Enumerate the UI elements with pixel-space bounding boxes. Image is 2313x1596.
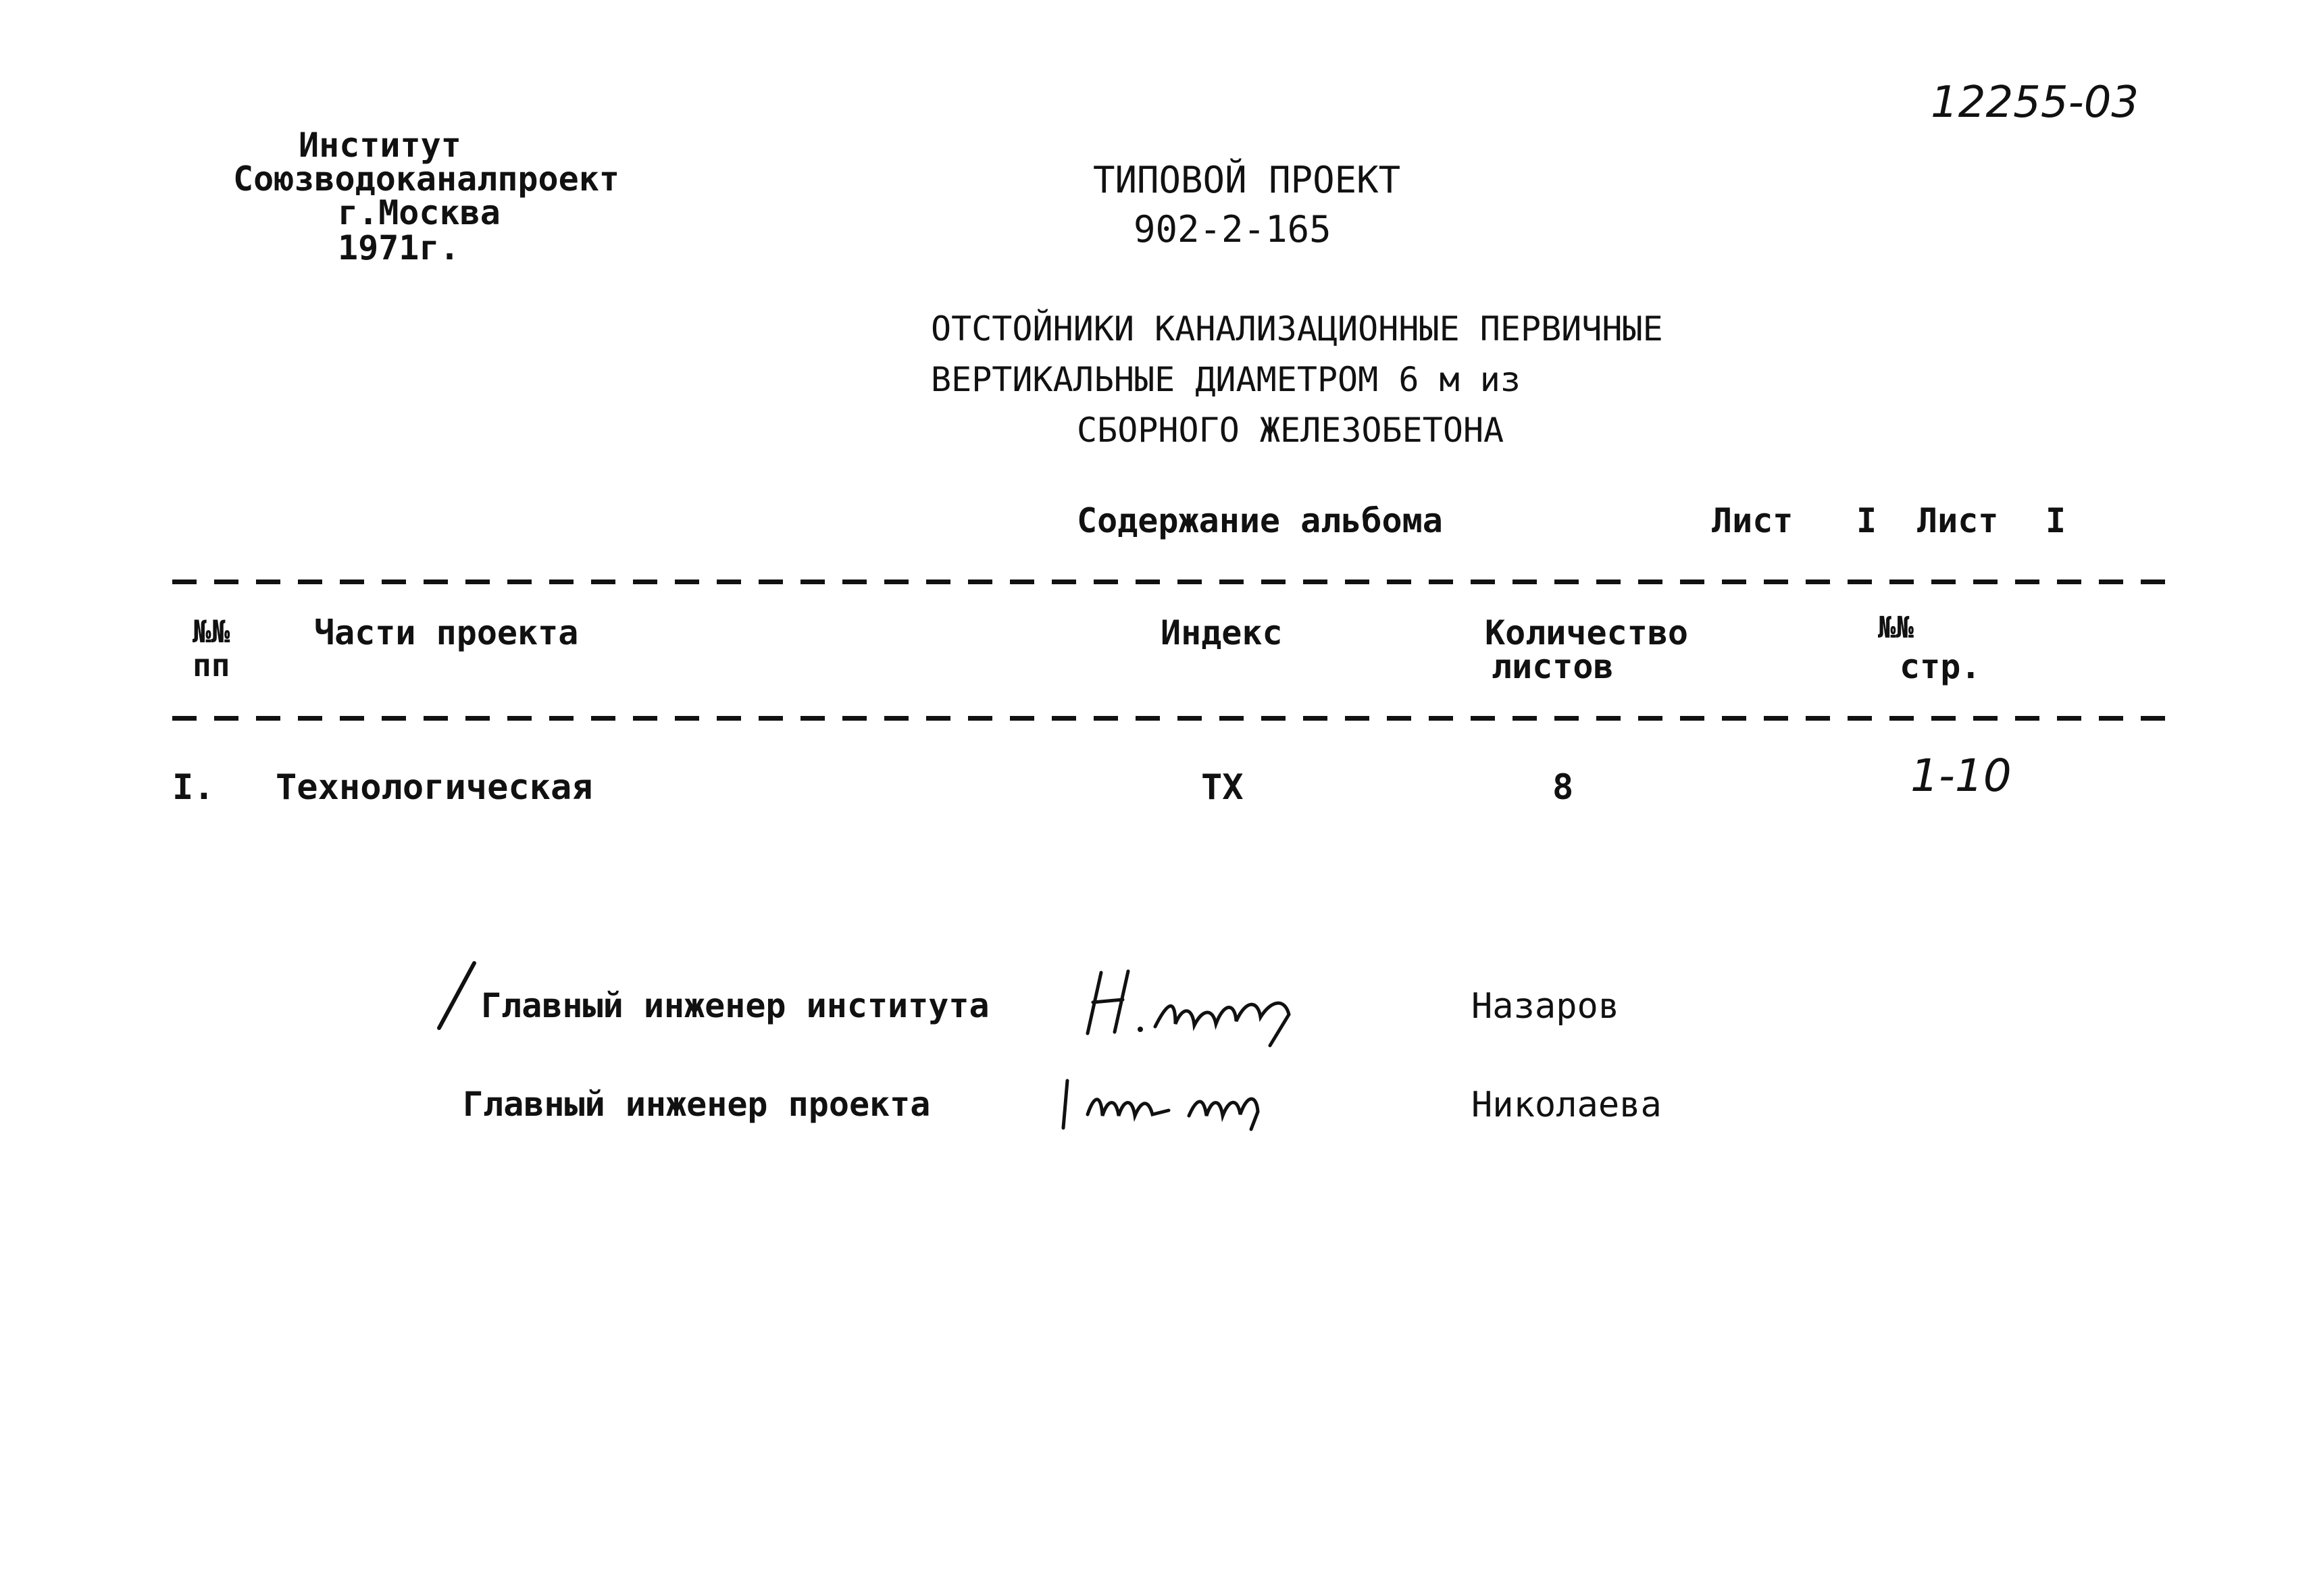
table-top-rule	[172, 580, 2165, 584]
row-part: Технологическая	[276, 767, 593, 808]
chief-engineer-institute-role: Главный инженер института	[481, 986, 990, 1025]
header-index: Индекс	[1161, 613, 1283, 652]
header-num-2: пп	[193, 647, 230, 684]
header-count-2: листов	[1492, 647, 1614, 686]
institute-name: Союзводоканалпроект	[233, 159, 619, 199]
project-number: 902-2-165	[1134, 208, 1331, 251]
sheet-label: Лист	[1712, 501, 1794, 540]
sheets-total: I	[2045, 501, 2066, 540]
institute-year: 1971г.	[338, 228, 460, 267]
header-pages-1: №№	[1878, 611, 1914, 645]
chief-engineer-project-role: Главный инженер проекта	[463, 1085, 931, 1124]
row-pages: 1-10	[1910, 750, 2012, 802]
row-num: I.	[172, 767, 215, 808]
sheet-number: I	[1856, 501, 1877, 540]
signature-nazarov	[1074, 959, 1358, 1047]
header-count-1: Количество	[1485, 613, 1689, 652]
title-line-1: ОТСТОЙНИКИ КАНАЛИЗАЦИОННЫЕ ПЕРВИЧНЫЕ	[931, 309, 1663, 349]
row-index: ТХ	[1201, 767, 1244, 808]
header-num-1: №№	[193, 613, 230, 650]
project-type: ТИПОВОЙ ПРОЕКТ	[1093, 159, 1401, 201]
contents-label: Содержание альбома	[1077, 501, 1443, 540]
table-header-rule	[172, 716, 2165, 721]
sheets-label: Лист	[1917, 501, 1999, 540]
title-line-2: ВЕРТИКАЛЬНЫЕ ДИАМЕТРОМ 6 м из	[931, 360, 1521, 399]
title-line-3: СБОРНОГО ЖЕЛЕЗОБЕТОНА	[1077, 411, 1504, 450]
chief-engineer-institute-name: Назаров	[1471, 986, 1620, 1027]
institute-city: г.Москва	[338, 193, 501, 232]
header-pages-2: стр.	[1900, 647, 1981, 686]
check-mark	[432, 959, 480, 1033]
archive-number: 12255-03	[1931, 78, 2139, 128]
chief-engineer-project-name: Николаева	[1471, 1085, 1662, 1125]
header-part: Части проекта	[314, 613, 579, 652]
signature-nikolaeva	[1054, 1067, 1338, 1135]
row-count: 8	[1552, 767, 1574, 808]
institute-label: Институт	[299, 126, 461, 165]
